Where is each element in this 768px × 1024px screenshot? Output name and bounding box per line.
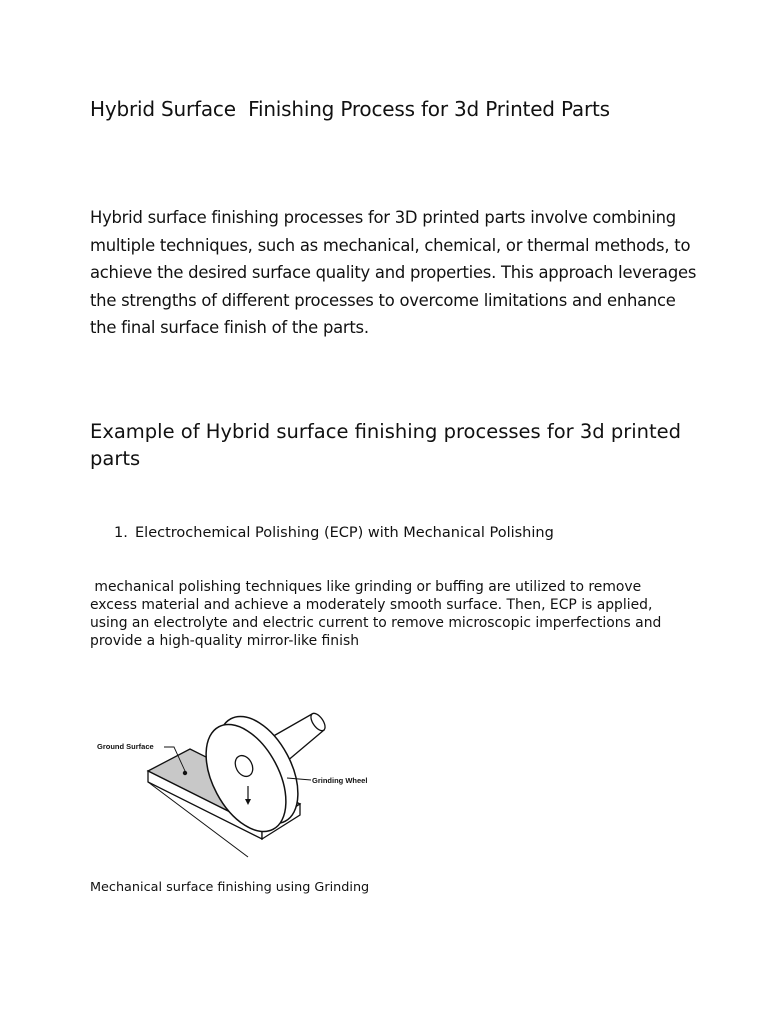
list-item <box>114 523 554 543</box>
document-title: Hybrid Surface Finishing Process for 3d Printed Parts <box>90 97 610 121</box>
intro-paragraph: Hybrid surface finishing processes for 3D printed parts involve combining multiple techniques, such as mechanical, chemical, or thermal methods, to achieve the desired surface quality and properties. This approach leverages the strengths of different processes to overcome limitations and enhance the final surface finish of the parts. <box>90 208 697 337</box>
description-paragraph: mechanical polishing techniques like grinding or buffing are utilized to remove excess material and achieve a moderately smooth surface. Then, ECP is applied, using an electrolyte and electric current to remove microscopic imperfections and provide a high-quality mirror-like finish <box>90 579 666 649</box>
ground-surface-dot <box>183 771 187 775</box>
numbered-list <box>114 523 554 543</box>
example-heading: Example of Hybrid surface finishing processes for 3d printed parts <box>90 420 682 470</box>
list-item-number: 1. <box>114 525 128 541</box>
grinding-wheel-label: Grinding Wheel <box>312 776 368 785</box>
grinding-diagram <box>90 700 390 865</box>
figure-caption: Mechanical surface finishing using Grinding <box>90 880 370 895</box>
ground-surface-label: Ground Surface <box>97 742 154 751</box>
list-item-text: Electrochemical Polishing (ECP) with Mechanical Polishing <box>135 525 554 541</box>
